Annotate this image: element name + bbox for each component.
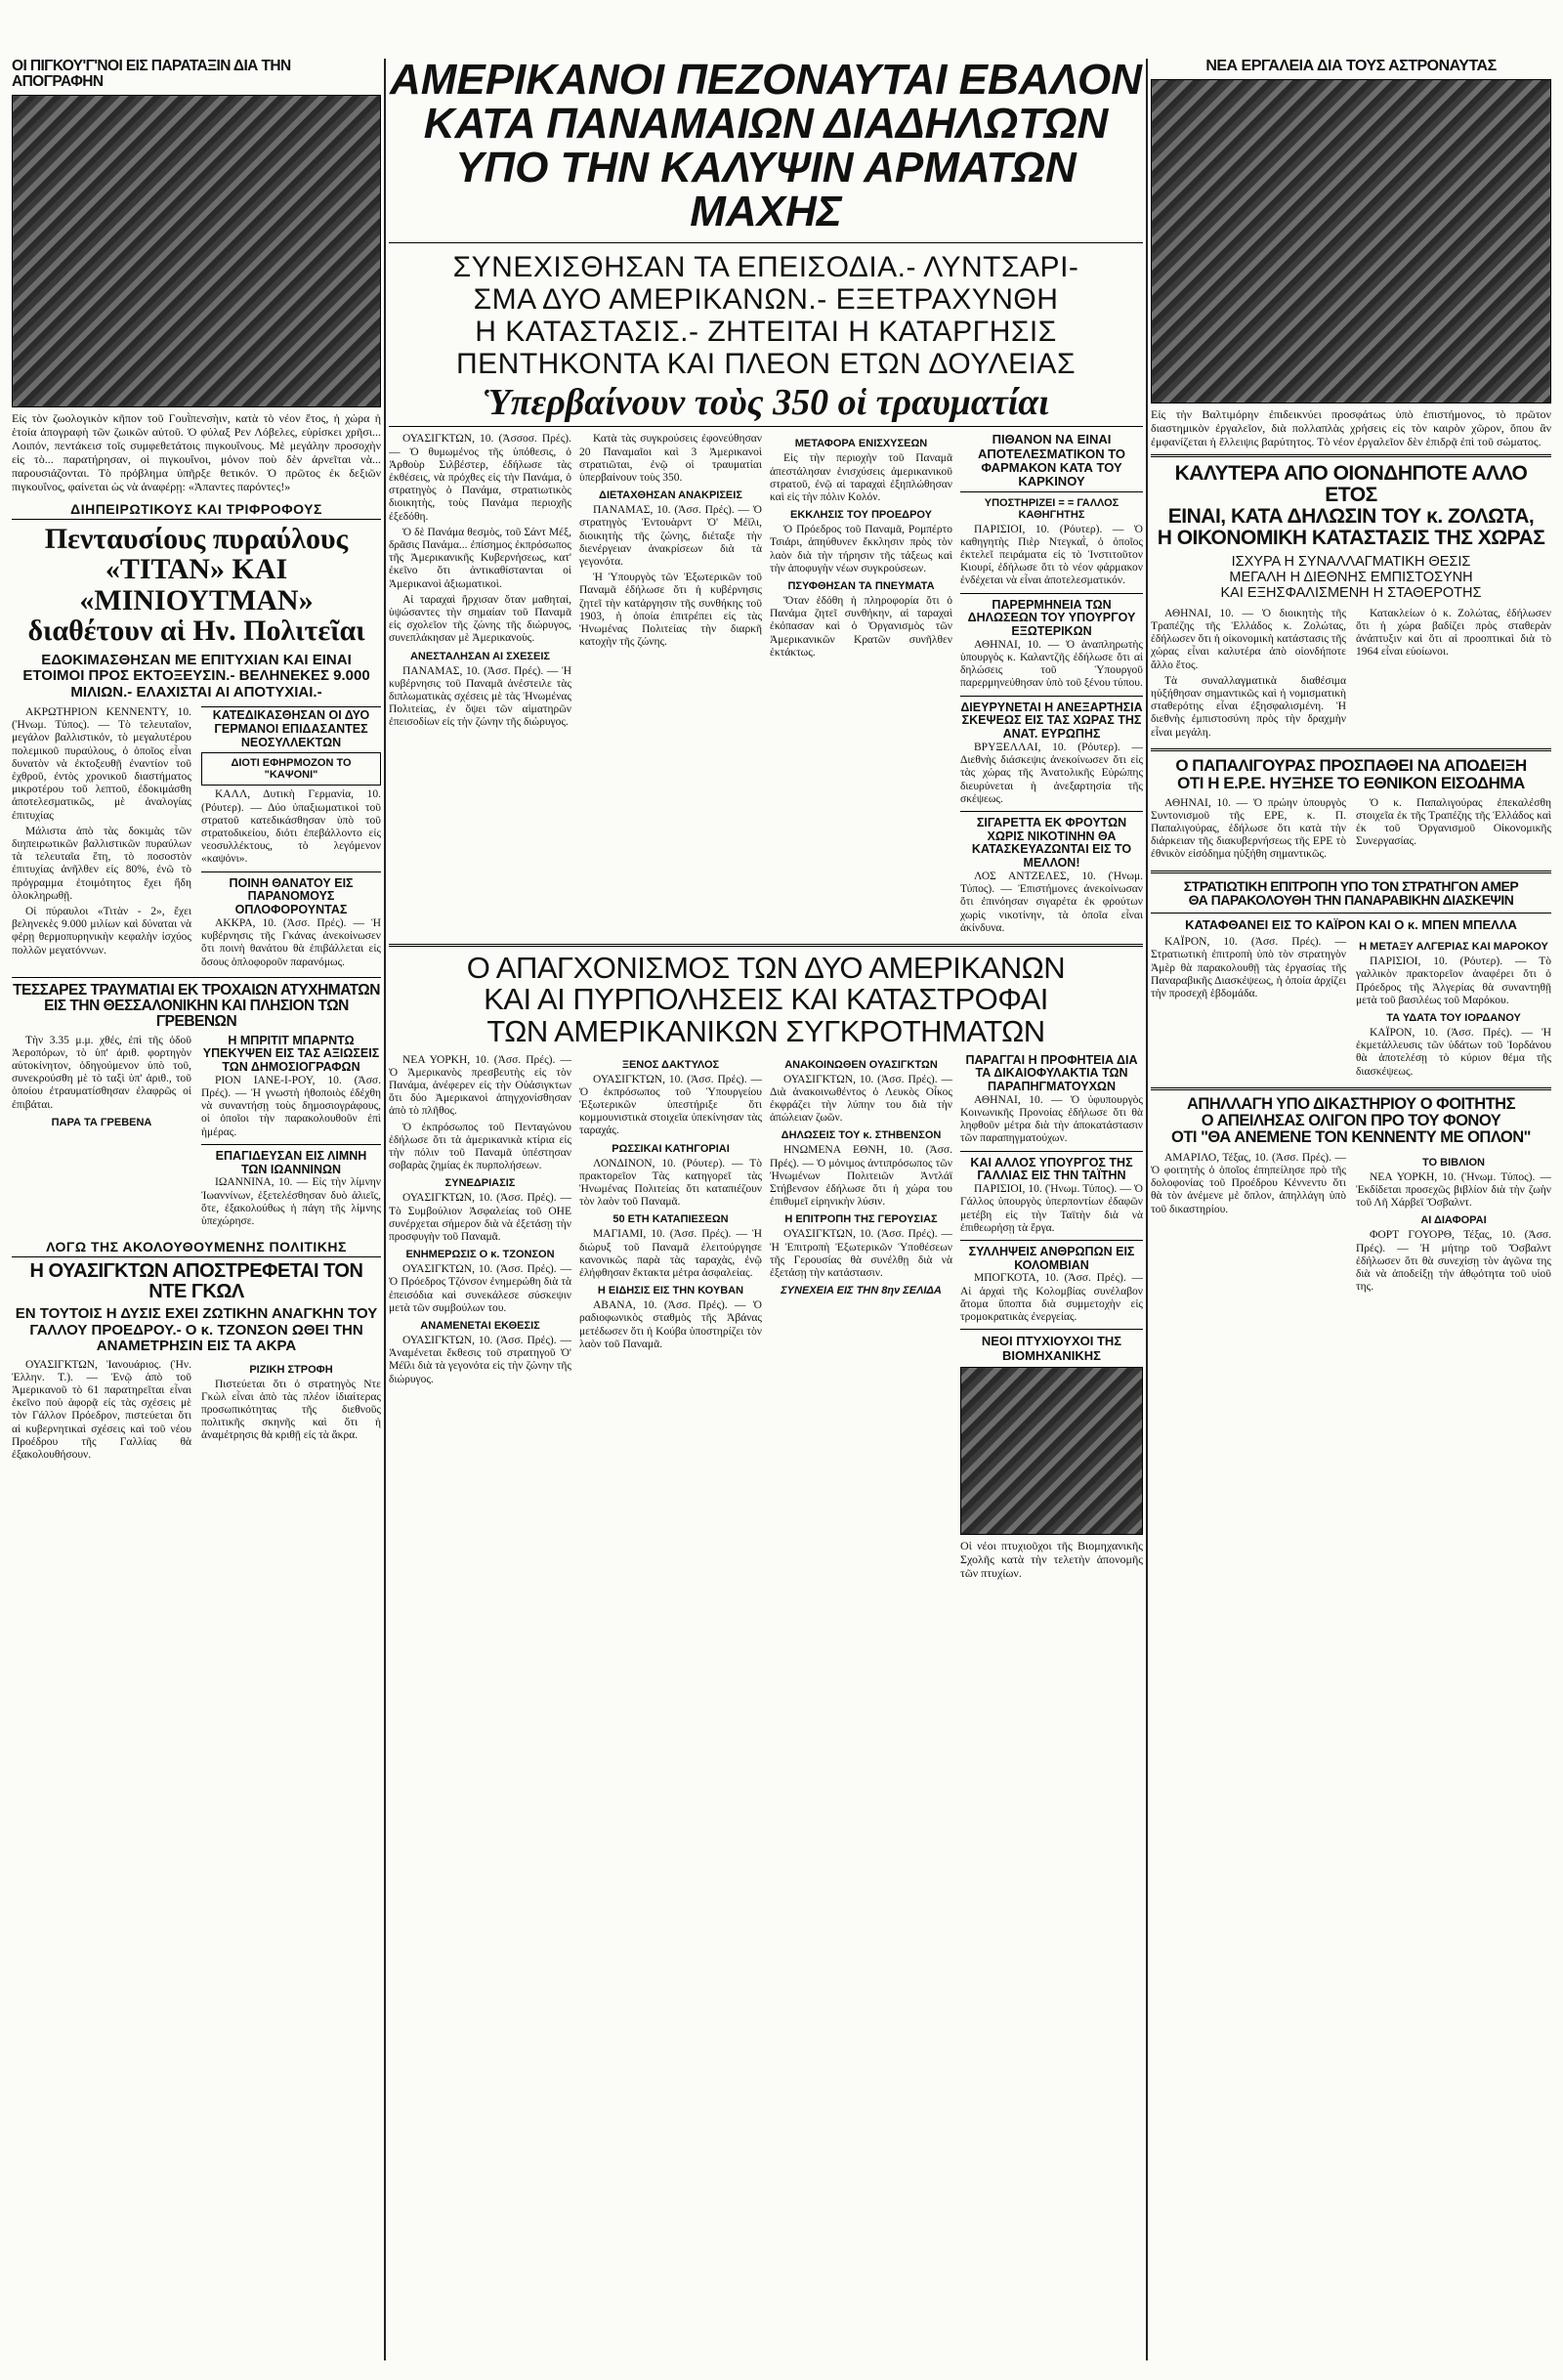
subheading: ΡΩΣΣΙΚΑΙ ΚΑΤΗΓΟΡΙΑΙ <box>612 1142 730 1155</box>
second-headline: ΤΩΝ ΑΜΕΡΙΚΑΝΙΚΩΝ ΣΥΓΚΡΟΤΗΜΑΤΩΝ <box>486 1014 1045 1049</box>
headline: ΚΑΛΥΤΕΡΑ ΑΠΟ ΟΙΟΝΔΗΠΟΤΕ ΑΛΛΟ ΕΤΟΣ <box>1174 461 1528 506</box>
article-paragraph: ΟΥΑΣΙΓΚΤΩΝ, 10. (Ἀσσ. Πρές). — Διὰ ἀνακοινωθέντος ὁ Λευκὸς Οἶκος ἐκφράζει τὴν λύπην του διὰ τὴν ἀπώλειαν ζωῶν. <box>770 1073 952 1125</box>
article-paragraph: ΝΕΑ ΥΟΡΚΗ, 10. (Ἡνωμ. Τύπος). — Ἐκδίδεται προσεχῶς βιβλίον διὰ τὴν ζωὴν τοῦ Λῆ Χάρβεϊ Ὄσβαλντ. <box>1356 1170 1551 1210</box>
box-headline: Η ΜΠΡΙΤΙΤ ΜΠΑΡΝΤΩ ΥΠΕΚΥΨΕΝ ΕΙΣ ΤΑΣ ΑΞΙΩΣΕΙΣ ΤΩΝ ΔΗΜΟΣΙΟΓΡΑΦΩΝ <box>202 1033 380 1075</box>
right-column <box>1151 59 1551 1296</box>
article-paragraph: ΡΙΟΝ ΙΑΝΕ-Ι-ΡΟΥ, 10. (Ἀσσ. Πρές). — Ἡ γνωστὴ ἠθοποιὸς ἐδέχθη νὰ συναντήσῃ τοὺς δημοσιογράφους, οἱ ὁποῖοι τὴν παρακολουθοῦν ἐπὶ ἡμέρας. <box>201 1074 381 1138</box>
headline: Η ΟΥΑΣΙΓΚΤΩΝ ΑΠΟΣΤΡΕΦΕΤΑΙ ΤΟΝ ΝΤΕ ΓΚΩΛ <box>29 1260 363 1303</box>
article-paragraph: ΦΟΡΤ ΓΟΥΟΡΘ, Τέξας, 10. (Ἀσσ. Πρές). — Ἡ μήτηρ τοῦ Ὄσβαλντ ἐδήλωσεν ὅτι θὰ συνεχίσῃ τὸν ἀγῶνα της διὰ νὰ ἀποδείξῃ τὴν ἀθῳότητα τοῦ υἱοῦ της. <box>1356 1229 1551 1294</box>
article-paragraph: ΠΑΝΑΜΑΣ, 10. (Ἀσσ. Πρές). — Ἡ κυβέρνησις τοῦ Παναμᾶ ἀνέστειλε τὰς διπλωματικὰς σχέσεις μὲ τὰς Ἡνωμένας Πολιτείας, ἐν ὄψει τῶν αἱματηρῶν ἐπεισοδίων εἰς τὴν ζώνην τῆς διώρυγος. <box>389 664 571 729</box>
article-paragraph: ΒΡΥΞΕΛΛΑΙ, 10. (Ρόυτερ). — Διεθνὴς διάσκεψις ἀνεκοίνωσεν ὅτι εἰς τὰς χώρας τῆς Ἀνατολικῆς Εὐρώπης διευρύνεται ἡ ἀνεξαρτησία τῆς σκέψεως. <box>960 741 1143 805</box>
subheading: ΜΕΤΑΦΟΡΑ ΕΝΙΣΧΥΣΕΩΝ <box>794 438 928 450</box>
headline: Ο ΠΑΠΑΛΙΓΟΥΡΑΣ ΠΡΟΣΠΑΘΕΙ ΝΑ ΑΠΟΔΕΙΞΗ <box>1175 755 1527 775</box>
deck: ΙΣΧΥΡΑ Η ΣΥΝΑΛΛΑΓΜΑΤΙΚΗ ΘΕΣΙΣ <box>1231 553 1471 570</box>
article-paragraph: ΜΑΓΙΑΜΙ, 10. (Ἀσσ. Πρές). — Ἡ διώρυξ τοῦ Παναμᾶ ἐλειτούργησε κανονικῶς παρὰ τὰς ταραχὰς, ἐνῷ ἐλήφθησαν ἔκτακτα μέτρα ἀσφαλείας. <box>579 1228 762 1280</box>
deck: ΕΝ ΤΟΥΤΟΙΣ Η ΔΥΣΙΣ ΕΧΕΙ ΖΩΤΙΚΗΝ ΑΝΑΓΚΗΝ ΤΟΥ ΓΑΛΛΟΥ ΠΡΟΕΔΡΟΥ.- Ο κ. ΤΖΟΝΣΟΝ ΩΘΕΙ ΤΗΝ ΑΝΑΜΕΤΡΗΣΙΝ ΕΙΣ ΤΑ ΑΚΡΑ <box>15 1305 378 1355</box>
box-headline: ΠΙΘΑΝΟΝ ΝΑ ΕΙΝΑΙ ΑΠΟΤΕΛΕΣΜΑΤΙΚΟΝ ΤΟ ΦΑΡΜΑΚΟΝ ΚΑΤΑ ΤΟΥ ΚΑΡΚΙΝΟΥ <box>960 433 1143 491</box>
box-headline: ΠΑΡΑΓΓΑΙ Η ΠΡΟΦΗΤΕΙΑ ΔΙΑ ΤΑ ΔΙΚΑΙΟΦΥΛΑΚΤΙΑ ΤΩΝ ΠΑΡΑΠΗΓΜΑΤΟΥΧΩΝ <box>965 1052 1138 1094</box>
article-paragraph: ΑΜΑΡΙΛΟ, Τέξας, 10. (Ἀσσ. Πρές). — Ὁ φοιτητὴς ὁ ὁποῖος ἐπηπείλησε πρὸ τῆς δολοφονίας τοῦ Προέδρου Κέννεντυ ὅτι θὰ τὸν ἀνέμενε μὲ ὅπλον, ἀπηλλάγη ὑπὸ τοῦ δικαστηρίου. <box>1151 1151 1346 1215</box>
article-paragraph: ΑΚΡΩΤΗΡΙΟΝ ΚΕΝΝΕΝΤΥ, 10. (Ἡνωμ. Τύπος). — Τὸ τελευταῖον, μεγάλον βαλλιστικόν, τὸ μεγαλυτέρου πολεμικοῦ πυραύλους, ὁ ὁποῖος εἶναι δυνατὸν νὰ ἐκτοξευθῇ ἐναντίον τοῦ ἐχθροῦ, ἐντὸς χρονικοῦ διαστήματος μικροτέρου τοῦ λεπτοῦ, ἐδοκιμάσθη ἀποτελεσματικῶς, μὲ ἀναλογίας ἐπιτυχίας <box>12 706 191 822</box>
article-paragraph: Μάλιστα ἀπὸ τὰς δοκιμὰς τῶν διηπειρωτικῶν βαλλιστικῶν πυραύλων τὰ τελευταῖα ἔτη, τὸ ποσοστὸν ἐπιτυχίας ἀνῆλθεν εἰς 80%, ἐνῶ τὸ πρόγραμμα ἐτοιμότητος ἔχει ἤδη ὁλοκληρωθῇ. <box>12 825 191 902</box>
subheading: ΤΑ ΥΔΑΤΑ ΤΟΥ ΙΟΡΔΑΝΟΥ <box>1386 1012 1521 1025</box>
photo-caption: Εἰς τὸν ζωολογικὸν κῆπον τοῦ Γουῒπενσὴιν, κατὰ τὸ νέον ἔτος, ἡ χώρα ἡ ἑτοία ἀπογραφὴ τῶν ζωικῶν αὐτοῦ. Ὁ φύλαξ Ρεν Λόβελες, εὑρίσκει χρῆσι... Λοιπόν, πεντάκεισ τοῖς συμφεθετάτοις πιγκουΐνους. Μὲ μεγάλην προσοχὴν εἰς τὸ... παρατήρησαν, οἱ πιγκουΐνοι, μόνον ποὺ δὲν ἀρνεῖται νὰ... παρουσιάζονται. Τὸ πρόβλημα ὑπῆρξε θετικόν. Ὁ πρῶτος ἐκ δεξιῶν πιγκουΐνος, φαίνεται ὡς νὰ ἀναφέρῃ: «Ἀπαντες παρόντες!» <box>12 410 381 493</box>
deck: ΠΕΝΤΗΚΟΝΤΑ ΚΑΙ ΠΛΕΟΝ ΕΤΩΝ ΔΟΥΛΕΙΑΣ <box>455 347 1076 380</box>
deck: ΣΥΝΕΧΙΣΘΗΣΑΝ ΤΑ ΕΠΕΙΣΟΔΙΑ.- ΛΥΝΤΣΑΡΙ- <box>452 250 1079 283</box>
subheading: ΕΚΚΛΗΣΙΣ ΤΟΥ ΠΡΟΕΔΡΟΥ <box>790 509 932 522</box>
headline: ΣΤΡΑΤΙΩΤΙΚΗ ΕΠΙΤΡΟΠΗ ΥΠΟ ΤΟΝ ΣΤΡΑΤΗΓΟΝ ΑΜΕΡ <box>1183 877 1519 894</box>
subheading: ΠΣΥΦΘΗΣΑΝ ΤΑ ΠΝΕΥΜΑΤΑ <box>787 580 935 593</box>
box-headline: ΠΟΙΝΗ ΘΑΝΑΤΟΥ ΕΙΣ ΠΑΡΑΝΟΜΟΥΣ ΟΠΛΟΦΟΡΟΥΝΤΑΣ <box>229 875 354 917</box>
article-paragraph: ΛΟΝΔΙΝΟΝ, 10. (Ρόυτερ). — Τὸ πρακτορεῖον Τὰς κατηγορεῖ τὰς Ἡνωμένας Πολιτείας ὅτι καταπιέζουν τὸν λαὸν τοῦ Παναμᾶ. <box>579 1157 762 1209</box>
subheading: ΔΙΕΤΑΧΘΗΣΑΝ ΑΝΑΚΡΙΣΕΙΣ <box>599 489 742 502</box>
article-paragraph: ΛΟΣ ΑΝΤΖΕΛΕΣ, 10. (Ἡνωμ. Τύπος). — Ἐπιστήμονες ἀνεκοίνωσαν ὅτι ἐπινόησαν σιγαρέτα ἐκ φρούτων χωρὶς νικοτίνην, τὰ ὁποῖα εἶναι ἀκίνδυνα. <box>960 870 1143 934</box>
article-paragraph: ΟΥΑΣΙΓΚΤΩΝ, Ἰανουάριος. (Ἡν. Ἐλλην. Τ.). — Ἐνῷ ἀπὸ τοῦ Ἁμερικανοῦ τὸ 61 παρατηρεῖται εἶναι ἐκεῖνο ποὺ ἀφορᾷ εἰς τὰς σχέσεις μὲ τὸν Γάλλον Πρόεδρον, πιστεύεται ὅτι αἱ κυβερνητικαὶ σχέσεις καὶ τοῦ νέου Προέδρου τῆς Γαλλίας θὰ ἐξακολουθήσουν. <box>12 1358 191 1462</box>
article-paragraph: Οἱ πύραυλοι «Τιτὰν - 2», ἔχει βεληνεκὲς 9.000 μιλίων καὶ δύναται νὰ φέρῃ θερμοπυρηνικὴν κεφαλὴν ἰσχύος πολλῶν μεγατόννων. <box>12 906 191 956</box>
article-paragraph: ΚΑΪΡΟΝ, 10. (Ἀσσ. Πρές). — Στρατιωτικὴ ἐπιτροπὴ ὑπὸ τὸν στρατηγὸν Ἀμὲρ θὰ παρακολουθῇ τὰς ἐργασίας τῆς Παναραβικῆς Διασκέψεως, ἡ ὁποία ἀρχίζει τὴν προσεχῆ ἑβδομάδα. <box>1151 936 1346 1000</box>
article-paragraph: ΑΘΗΝΑΙ, 10. — Ὁ διοικητὴς τῆς Τραπέζης τῆς Ἑλλάδος κ. Ζολώτας, ἐδήλωσεν ὅτι ἡ οἰκονομικὴ κατάστασις τῆς χώρας εἶναι καλυτέρα ἀπὸ οἱονδήποτε ἄλλο ἔτος. <box>1151 607 1346 671</box>
box-subheadline: ΔΙΟΤΙ ΕΦΗΡΜΟΖΟΝ ΤΟ "ΚΑΨΟΝΙ" <box>201 752 381 786</box>
subheading: 50 ΕΤΗ ΚΑΤΑΠΙΕΣΕΩΝ <box>613 1213 729 1226</box>
photo-title: ΟΙ ΠΙΓΚΟΥ'Γ'ΝΟΙ ΕΙΣ ΠΑΡΑΤΑΞΙΝ ΔΙΑ ΤΗΝ ΑΠΟΓΡΑΦΗΝ <box>12 59 291 91</box>
second-headline: Ο ΑΠΑΓΧΟΝΙΣΜΟΣ ΤΩΝ ΔΥΟ ΑΜΕΡΙΚΑΝΩΝ <box>466 950 1066 985</box>
subheading: ΠΑΡΑ ΤΑ ΓΡΕΒΕΝΑ <box>51 1116 152 1128</box>
deck: ΕΔΟΚΙΜΑΣΘΗΣΑΝ ΜΕ ΕΠΙΤΥΧΙΑΝ ΚΑΙ ΕΙΝΑΙ ΕΤΟΙΜΟΙ ΠΡΟΣ ΕΚΤΟΞΕΥΣΙΝ.- ΒΕΛΗΝΕΚΕΣ 9.000 ΜΙΛΙΩΝ.- ΕΛΑΧΙΣΤΑΙ ΑΙ ΑΠΟΤΥΧΙΑΙ.- <box>22 651 370 701</box>
box-subheadline: ΥΠΟΣΤΗΡΙΖΕΙ = = ΓΑΛΛΟΣ ΚΑΘΗΓΗΤΗΣ <box>984 496 1119 521</box>
box-headline: ΔΙΕΥΡΥΝΕΤΑΙ Η ΑΝΕΞΑΡΤΗΣΙΑ ΣΚΕΨΕΩΣ ΕΙΣ ΤΑΣ ΧΩΡΑΣ ΤΗΣ ΑΝΑΤ. ΕΥΡΩΠΗΣ <box>960 700 1143 742</box>
deck: Η ΚΑΤΑΣΤΑΣΙΣ.- ΖΗΤΕΙΤΑΙ Η ΚΑΤΑΡΓΗΣΙΣ <box>475 315 1057 348</box>
article-paragraph: ΠΑΝΑΜΑΣ, 10. (Ἀσσ. Πρές). — Ὁ στρατηγὸς Ἐντουὰρντ Ὁ' Μέϊλι, διοικητὴς τῆς ζώνης, διέταξε τὴν διενέργειαν ἀνακρίσεων διὰ τὰ γεγονότα. <box>579 504 762 569</box>
subheading: ΑΝΕΣΤΑΛΗΣΑΝ ΑΙ ΣΧΕΣΕΙΣ <box>409 650 551 662</box>
continuation-note: ΣΥΝΕΧΕΙΑ ΕΙΣ ΤΗΝ 8ην ΣΕΛΙΔΑ <box>781 1285 942 1297</box>
subheading: Η ΕΙΔΗΣΙΣ ΕΙΣ ΤΗΝ ΚΟΥΒΑΝ <box>597 1285 744 1297</box>
penguins-photo <box>12 95 381 407</box>
box-headline: ΝΕΟΙ ΠΤΥΧΙΟΥΧΟΙ ΤΗΣ ΒΙΟΜΗΧΑΝΙΚΗΣ <box>981 1334 1122 1363</box>
main-headline: ΑΜΕΡΙΚΑΝΟΙ ΠΕΖΟΝΑΥΤΑΙ ΕΒΑΛΟΝ <box>389 59 1143 104</box>
article-paragraph: ΠΑΡΙΣΙΟΙ, 10. (Ρόυτερ). — Ὁ καθηγητὴς Πιὲρ Ντεγκαῒ, ὁ ὁποῖος ἐκτελεῖ πειράματα εἰς τὸ Ἰνστιτοῦτον Κιουρί, ἐδήλωσε ὅτι τὸ νέον φάρμακον ἐνδέχεται νὰ εἶναι ἀποτελεσματικόν. <box>960 523 1143 587</box>
article-paragraph: Πιστεύεται ὅτι ὁ στρατηγὸς Ντε Γκὼλ εἶναι ἀπὸ τὰς πλέον ἰδιαίτερας προσωπικότητας τῆς διεθνοῦς πολιτικῆς σκηνῆς καὶ ὅτι ἡ ἀναμέτρησις θὰ κριθῇ εἰς τὰ ἄκρα. <box>201 1378 381 1442</box>
deck-italic: Ὑπερβαίνουν τοὺς 350 οἱ τραυματίαι <box>389 384 1143 428</box>
box-headline: ΚΑΤΕΔΙΚΑΣΘΗΣΑΝ ΟΙ ΔΥΟ ΓΕΡΜΑΝΟΙ ΕΠΙΔΑΣΑΝΤΕΣ ΝΕΟΣΥΛΛΕΚΤΩΝ <box>201 706 381 749</box>
astronaut-tool-photo <box>1151 79 1551 404</box>
subheading: ΣΥΝΕΔΡΙΑΣΙΣ <box>444 1177 516 1190</box>
article-paragraph: ΟΥΑΣΙΓΚΤΩΝ, 10. (Ἀσσοσ. Πρές). — Ὁ θυμωμένος τῆς ὑπόθεσις, ὁ Ἀρθοὺρ Σιλβέστερ, ἐδήλωσε τὰς ἐκθέσεις, νὰ πρόχθες εἰς τὴν Πανάμα, ὁ στρατηγὸς ὁ Πανάμα, στρατιωτικὸς διοικητὴς, τοὺς Πανάμα περιοχῆς ἐξεδόθη. <box>389 433 571 523</box>
subheading: ΕΝΗΜΕΡΩΣΙΣ Ο κ. ΤΖΟΝΣΟΝ <box>405 1249 555 1261</box>
deck: ΚΑΤΑΦΘΑΝΕΙ ΕΙΣ ΤΟ ΚΑΪΡΟΝ ΚΑΙ Ο κ. ΜΠΕΝ ΜΠΕΛΛΑ <box>1185 916 1517 932</box>
column-rule <box>1146 59 1148 2360</box>
headline: Ο ΑΠΕΙΛΗΣΑΣ ΟΛΙΓΟΝ ΠΡΟ ΤΟΥ ΦΟΝΟΥ <box>1201 1112 1501 1130</box>
headline: ΟΤΙ "ΘΑ ΑΝΕΜΕΝΕ ΤΟΝ ΚΕΝΝΕΝΤΥ ΜΕ ΟΠΛΟΝ" <box>1171 1128 1531 1147</box>
article-paragraph: ΠΑΡΙΣΙΟΙ, 10. (Ἡνωμ. Τύπος). — Ὁ Γάλλος ὑπουργὸς ὑπερποντίων ἐδαφῶν μετέβη εἰς τὴν Ταϊτὴν διὰ νὰ ἐπιθεωρήσῃ τὰ ἔργα. <box>960 1183 1143 1234</box>
headline: ΘΑ ΠΑΡΑΚΟΛΟΥΘΗ ΤΗΝ ΠΑΝΑΡΑΒΙΚΗΝ ΔΙΑΣΚΕΨΙΝ <box>1188 892 1514 909</box>
article-paragraph: ΟΥΑΣΙΓΚΤΩΝ, 10. (Ἀσσ. Πρές). — Ἀναμένεται ἔκθεσις τοῦ στρατηγοῦ Ὁ' Μέϊλι διὰ τὰ γεγονότα εἰς τὴν ζώνην τῆς διώρυγος. <box>389 1335 571 1385</box>
subheading: ΔΗΛΩΣΕΙΣ ΤΟΥ κ. ΣΤΗΒΕΝΣΟΝ <box>781 1129 942 1142</box>
box-headline: ΠΑΡΕΡΜΗΝΕΙΑ ΤΩΝ ΔΗΛΩΣΕΩΝ ΤΟΥ ΥΠΟΥΡΓΟΥ ΕΞΩΤΕΡΙΚΩΝ <box>967 597 1136 639</box>
second-headline: ΚΑΙ ΑΙ ΠΥΡΠΟΛΗΣΕΙΣ ΚΑΙ ΚΑΤΑΣΤΡΟΦΑΙ <box>484 982 1048 1017</box>
column-rule <box>384 59 386 2360</box>
article-paragraph: Ὁ κ. Παπαλιγούρας ἐπεκαλέσθη στοιχεῖα ἐκ τῆς Τραπέζης τῆς Ἑλλάδος καὶ ἐκ τοῦ Ὀργανισμοῦ Οἰκονομικῆς Συνεργασίας. <box>1356 796 1551 848</box>
article-paragraph: Κατὰ τὰς συγκρούσεις ἐφονεύθησαν 20 Παναμαῖοι καὶ 3 Ἀμερικανοὶ στρατιῶται, ἐνῷ οἱ τραυματίαι ὑπερβαίνουν τοὺς 350. <box>579 433 762 484</box>
article-paragraph: ΚΑΛΛ, Δυτικὴ Γερμανία, 10. (Ρόυτερ). — Δύο ὑπαξιωματικοὶ τοῦ στρατοῦ κατεδικάσθησαν ὑπὸ τοῦ στρατοδικείου, διότι ἐπεβάλλοντο εἰς νεοσυλλέκτους, τὸ λεγόμενον «καψόνι». <box>201 788 381 866</box>
article-paragraph: Τὴν 3.35 μ.μ. χθές, ἐπὶ τῆς ὁδοῦ Ἀεροπόρων, τὸ ὑπ' ἀριθ. φορτηγὸν αὐτοκίνητον, ὁδηγούμενον ὑπὸ τοῦ, συνεκρούσθη μὲ τὸ ταξὶ ὑπ' ἀριθ., τοῦ ὁποίου ἐτραυματίσθησαν ἐλαφρῶς οἱ ἐπιβάται. <box>12 1034 191 1111</box>
article-paragraph: ΑΒΑΝΑ, 10. (Ἀσσ. Πρές). — Ὁ ραδιοφωνικὸς σταθμὸς τῆς Ἀβάνας μετέδωσεν ὅτι ἡ Κούβα ὑποστηρίζει τὸν λαὸν τοῦ Παναμᾶ. <box>579 1299 762 1350</box>
article-paragraph: ΜΠΟΓΚΟΤΑ, 10. (Ἀσσ. Πρές). — Αἱ ἀρχαὶ τῆς Κολομβίας συνέλαβον ἄτομα ὕποπτα διὰ συμμετοχὴν εἰς τρομοκρατικὰς ἐνεργείας. <box>960 1272 1143 1324</box>
subheading: ΑΙ ΔΙΑΦΟΡΑΙ <box>1420 1214 1487 1227</box>
center-column <box>389 59 1143 1586</box>
subheading: Η ΜΕΤΑΞΥ ΑΛΓΕΡΙΑΣ ΚΑΙ ΜΑΡΟΚΟΥ <box>1359 941 1548 954</box>
subheading: ΡΙΖΙΚΗ ΣΤΡΟΦΗ <box>249 1363 333 1376</box>
subheading: ΑΝΑΚΟΙΝΩΘΕΝ ΟΥΑΣΙΓΚΤΩΝ <box>784 1058 938 1071</box>
article-paragraph: ΝΕΑ ΥΟΡΚΗ, 10. (Ἀσσ. Πρές). — Ὁ Ἀμερικανὸς πρεσβευτὴς εἰς τὸν Πανάμα, ἀνέφερεν εἰς τὴν Οὐάσιγκτων ὅτι δύο Ἀμερικανοὶ ἀπηγχονίσθησαν ἀπὸ τὸ πλῆθος. <box>389 1053 571 1118</box>
article-paragraph: ΑΘΗΝΑΙ, 10. — Ὁ ἀναπληρωτὴς ὑπουργὸς κ. Καλαντζῆς ἐδήλωσε ὅτι αἱ δηλώσεις τοῦ Ὑπουργοῦ παρερμηνεύθησαν ὑπὸ τοῦ ξένου τύπου. <box>960 638 1143 690</box>
subheading: Η ΕΠΙΤΡΟΠΗ ΤΗΣ ΓΕΡΟΥΣΙΑΣ <box>784 1213 938 1226</box>
box-headline: ΚΑΙ ΑΛΛΟΣ ΥΠΟΥΡΓΟΣ ΤΗΣ ΓΑΛΛΙΑΣ ΕΙΣ ΤΗΝ ΤΑΪΤΗΝ <box>970 1155 1133 1183</box>
article-paragraph: ΙΩΑΝΝΙΝΑ, 10. — Εἰς τὴν λίμνην Ἰωαννίνων, ἐξετελέσθησαν δυὸ ἀλιεῖς, ὅτε, ἐξακολούθως ἡ πάγη τῆς λίμνης ὑπεχώρησε. <box>201 1176 381 1227</box>
headline: ΤΕΣΣΑΡΕΣ ΤΡΑΥΜΑΤΙΑΙ ΕΚ ΤΡΟΧΑΙΩΝ ΑΤΥΧΗΜΑΤΩΝ ΕΙΣ ΤΗΝ ΘΕΣΣΑΛΟΝΙΚΗΝ ΚΑΙ ΠΛΗΣΙΟΝ ΤΩΝ ΓΡΕΒΕΝΩΝ <box>13 981 380 1031</box>
article-paragraph: ΗΝΩΜΕΝΑ ΕΘΝΗ, 10. (Ἀσσ. Πρές). — Ὁ μόνιμος ἀντιπρόσωπος τῶν Ἡνωμένων Πολιτειῶν Ἀντλάϊ Στήβενσον ἐδήλωσε ὅτι ἡ χώρα του ἐπιθυμεῖ εἰρηνικὴν λύσιν. <box>770 1144 952 1209</box>
photo-caption: Εἰς τὴν Βαλτιμόρην ἐπιδεικνύει προσφάτως ὑπὸ ἐπιστήμονος, τὸ πρῶτον διαστημικὸν ἐργαλεῖον, διὰ πολλαπλὰς χρήσεις εἰς τὸν καιρὸν χῶρον, ὅπου ἂν ἐμφανίζεται ἡ ἔλλειψις βαρύτητος. Τὸ νέον ἐργαλεῖον δὲν ἐπιδρᾷ ἐπὶ τοῦ σώματος. <box>1151 406 1551 448</box>
box-headline: ΣΥΛΛΗΨΕΙΣ ΑΝΘΡΩΠΩΝ ΕΙΣ ΚΟΛΟΜΒΙΑΝ <box>968 1244 1135 1272</box>
main-headline: ΥΠΟ ΤΗΝ ΚΑΛΥΨΙΝ ΑΡΜΑΤΩΝ ΜΑΧΗΣ <box>455 143 1077 235</box>
article-paragraph: ΟΥΑΣΙΓΚΤΩΝ, 10. (Ἀσσ. Πρές). — Τὸ Συμβούλιον Ἀσφαλείας τοῦ ΟΗΕ συνέρχεται σήμερον διὰ νὰ ἐξετάσῃ τὴν προσφυγὴν τοῦ Παναμᾶ. <box>389 1192 571 1244</box>
subheading: ΞΕΝΟΣ ΔΑΚΤΥΛΟΣ <box>621 1058 720 1071</box>
headline: ΟΤΙ Η Ε.Ρ.Ε. ΗΥΞΗΣΕ ΤΟ ΕΘΝΙΚΟΝ ΕΙΣΟΔΗΜΑ <box>1177 773 1525 792</box>
article-paragraph: Ὁ ἐκπρόσωπος τοῦ Πενταγώνου ἐδήλωσε ὅτι τὰ ἀμερικανικὰ κτίρια εἰς τὴν πόλιν τοῦ Παναμᾶ ὑπέστησαν σοβαρὰς ζημίας ἐκ πυρπολήσεων. <box>389 1121 571 1172</box>
headline: ΕΙΝΑΙ, ΚΑΤΑ ΔΗΛΩΣΙΝ ΤΟΥ κ. ΖΟΛΩΤΑ, <box>1167 504 1535 528</box>
headline: Η ΟΙΚΟΝΟΜΙΚΗ ΚΑΤΑΣΤΑΣΙΣ ΤΗΣ ΧΩΡΑΣ <box>1157 526 1545 549</box>
photo-title: ΝΕΑ ΕΡΓΑΛΕΙΑ ΔΙΑ ΤΟΥΣ ΑΣΤΡΟΝΑΥΤΑΣ <box>1205 59 1497 74</box>
kicker: ΔΙΗΠΕΙΡΩΤΙΚΟΥΣ ΚΑΙ ΤΡΙΦΡΟΦΟΥΣ <box>12 499 381 520</box>
article-paragraph: ΚΑΪΡΟΝ, 10. (Ἀσσ. Πρές). — Ἡ ἐκμετάλλευσις τῶν ὑδάτων τοῦ Ἰορδάνου θὰ ἀποτελέσῃ τὸ κύριον θέμα τῆς διασκέψεως. <box>1356 1027 1551 1078</box>
article-paragraph: Τὰ συναλλαγματικὰ διαθέσιμα ηὐξήθησαν σημαντικῶς καὶ ἡ νομισματικὴ σταθερότης εἶναι ἐξησφαλισμένη. Ἡ διεθνὴς ἐμπιστοσύνη πρὸς τὴν δραχμὴν εἶναι μεγάλη. <box>1151 674 1346 739</box>
subheading: ΤΟ ΒΙΒΛΙΟΝ <box>1422 1156 1485 1169</box>
article-paragraph: Κατακλείων ὁ κ. Ζολώτας, ἐδήλωσεν ὅτι ἡ χώρα βαδίζει πρὸς σταθερὰν ἀνάπτυξιν καὶ ὅτι αἱ προοπτικαὶ διὰ τὸ 1964 εἶναι εὐοίωνοι. <box>1356 607 1551 659</box>
article-paragraph: Ὁ Πρόεδρος τοῦ Παναμᾶ, Ρομπέρτο Τσιάρι, ἀπηύθυνεν ἔκκλησιν πρὸς τὸν λαὸν διὰ τὴν τήρησιν τῆς τάξεως καὶ τὴν ἀποφυγὴν νέων συγκρούσεων. <box>770 524 952 574</box>
article-paragraph: ΟΥΑΣΙΓΚΤΩΝ, 10. (Ἀσσ. Πρές). — Ὁ Πρόεδρος Τζόνσον ἐνημερώθη διὰ τὰ ἐπεισόδια καὶ συνεκάλεσε σύσκεψιν μετὰ τῶν συμβούλων του. <box>389 1263 571 1314</box>
box-headline: ΕΠΑΓΙΔΕΥΣΑΝ ΕΙΣ ΛΙΜΝΗ ΤΩΝ ΙΩΑΝΝΙΝΩΝ <box>215 1148 367 1176</box>
box-headline: ΣΙΓΑΡΕΤΤΑ ΕΚ ΦΡΟΥΤΩΝ ΧΩΡΙΣ ΝΙΚΟΤΙΝΗΝ ΘΑ ΚΑΤΑΣΚΕΥΑΖΩΝΤΑΙ ΕΙΣ ΤΟ ΜΕΛΛΟΝ! <box>971 815 1132 871</box>
article-paragraph: Ὁ δὲ Πανάμα θεσμὸς, τοῦ Σάντ Μέξ, δρᾶσις Πανάμα... ἐπίσημος ἐκπρόσωπος τῆς Ἀμερικανικῆς Κυβερνήσεως, κατ' ἐκεῖνο ὅτι ἀντικαθίστανται οἱ Ἀμερικανοὶ ἀξιωματικοὶ. <box>389 526 571 590</box>
article-paragraph: ΑΘΗΝΑΙ, 10. — Ὁ πρώην ὑπουργὸς Συντονισμοῦ τῆς ΕΡΕ, κ. Π. Παπαλιγούρας, ἐδήλωσε ὅτι κατὰ τὴν διάρκειαν τῆς διακυβερνήσεως τῆς ΕΡΕ τὸ ἐθνικὸν εἰσόδημα ηὐξήθη σημαντικῶς. <box>1151 796 1346 861</box>
subheading: ΑΝΑΜΕΝΕΤΑΙ ΕΚΘΕΣΙΣ <box>420 1320 540 1333</box>
article-paragraph: Αἱ ταραχαὶ ἤρχισαν ὅταν μαθηταί, ὑψώσαντες τὴν σημαίαν τοῦ Παναμᾶ εἰς σχολεῖον τῆς ζώνης τῆς διώρυγος, συνεπλάκησαν μὲ Ἀμερικανοὺς. <box>389 593 571 645</box>
main-headline: ΚΑΤΑ ΠΑΝΑΜΑΙΩΝ ΔΙΑΔΗΛΩΤΩΝ <box>423 99 1109 148</box>
article-paragraph: ΑΚΚΡΑ, 10. (Ἀσσ. Πρές). — Ἡ κυβέρνησις τῆς Γκάνας ἀνεκοίνωσεν ὅτι ποινὴ θανάτου θὰ ἐπιβάλλεται εἰς ὅσους ὁπλοφοροῦν παρανόμως. <box>201 916 381 968</box>
article-paragraph: ΠΑΡΙΣΙΟΙ, 10. (Ρόυτερ). — Τὸ γαλλικὸν πρακτορεῖον ἀναφέρει ὅτι ὁ Πρόεδρος τῆς Ἀλγερίας θὰ συναντηθῇ μετὰ τοῦ βασιλέως τοῦ Μαρόκου. <box>1356 956 1551 1006</box>
photo-caption: Οἱ νέοι πτυχιοῦχοι τῆς Βιομηχανικῆς Σχολῆς κατὰ τὴν τελετὴν ἀπονομῆς τῶν πτυχίων. <box>960 1538 1143 1580</box>
headline: διαθέτουν αἱ Ην. Πολιτεῖαι <box>27 615 365 648</box>
kicker: ΛΟΓΩ ΤΗΣ ΑΚΟΛΟΥΘΟΥΜΕΝΗΣ ΠΟΛΙΤΙΚΗΣ <box>12 1237 381 1257</box>
deck: ΜΕΓΑΛΗ Η ΔΙΕΘΝΗΣ ΕΜΠΙΣΤΟΣΥΝΗ <box>1229 569 1473 585</box>
article-paragraph: ΟΥΑΣΙΓΚΤΩΝ, 10. (Ἀσσ. Πρές). — Ὁ ἐκπρόσωπος τοῦ Ὑπουργείου Ἐξωτερικῶν ὑπεστήριξε ὅτι κομμουνιστικὰ στοιχεῖα ὑπεκίνησαν τὰς ταραχάς. <box>579 1073 762 1137</box>
left-column <box>12 59 381 1465</box>
headline: «ΤΙΤΑΝ» ΚΑΙ «ΜΙΝΙΟΥΤΜΑΝ» <box>79 553 314 616</box>
article-paragraph: ΑΘΗΝΑΙ, 10. — Ὁ ὑφυπουργὸς Κοινωνικῆς Προνοίας ἐδήλωσε ὅτι θὰ ληφθοῦν μέτρα διὰ τὴν ἀποκατάστασιν τῶν παραπηγματούχων. <box>960 1093 1143 1145</box>
article-paragraph: ΟΥΑΣΙΓΚΤΩΝ, 10. (Ἀσσ. Πρές). — Ἡ Ἐπιτροπὴ Ἐξωτερικῶν Ὑποθέσεων τῆς Γερουσίας θὰ συνέλθῃ διὰ νὰ ἐξετάσῃ τὴν κατάστασιν. <box>770 1228 952 1280</box>
article-paragraph: Ὅταν ἐδόθη ἡ πληροφορία ὅτι ὁ Πανάμα ζητεῖ συνθήκην, αἱ ταραχαὶ ἐκόπασαν καὶ ὁ Ὀργανισμὸς τῶν Ἀμερικανικῶν Κρατῶν συνῆλθεν ἐκτάκτως. <box>770 595 952 659</box>
deck: ΚΑΙ ΕΞΗΣΦΑΛΙΣΜΕΝΗ Η ΣΤΑΘΕΡΟΤΗΣ <box>1220 584 1482 601</box>
deck: ΣΜΑ ΔΥΟ ΑΜΕΡΙΚΑΝΩΝ.- ΕΞΕΤΡΑΧΥΝΘΗ <box>473 282 1059 316</box>
headline: Πενταυσίους πυραύλους <box>44 522 349 555</box>
article-paragraph: Ἡ Ὑπουργὸς τῶν Ἐξωτερικῶν τοῦ Παναμᾶ ἐδήλωσε ὅτι ἡ κυβέρνησις ζητεῖ τὴν κατάργησιν τῆς συνθήκης τοῦ 1903, ἡ ὁποία ἐπιτρέπει εἰς τὰς Ἡνωμένας Πολιτείας τὴν διαρκῆ κατοχὴν τῆς ζώνης. <box>579 572 762 649</box>
article-paragraph: Εἰς τὴν περιοχὴν τοῦ Παναμᾶ ἀπεστάλησαν ἐνισχύσεις ἀμερικανικοῦ στρατοῦ, ἐνῷ αἱ ταραχαὶ ἐξηπλώθησαν καὶ εἰς τὴν πόλιν Κολόν. <box>770 452 952 503</box>
graduates-photo <box>960 1367 1143 1535</box>
headline: ΑΠΗΛΛΑΓΗ ΥΠΟ ΔΙΚΑΣΤΗΡΙΟΥ Ο ΦΟΙΤΗΤΗΣ <box>1186 1094 1516 1113</box>
